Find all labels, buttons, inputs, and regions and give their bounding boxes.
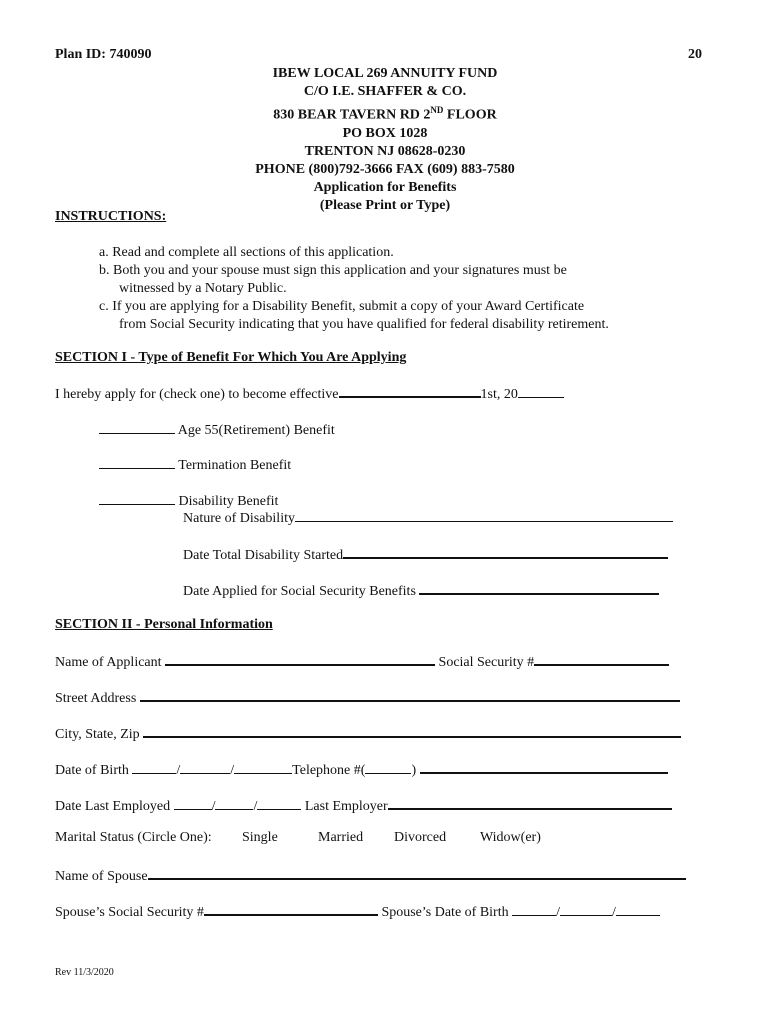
spouse-dob-month-field[interactable]	[512, 903, 556, 916]
phone-label: Telephone #(	[292, 763, 366, 778]
dob-slash-1: /	[176, 763, 181, 778]
instructions-heading: INSTRUCTIONS:	[55, 209, 167, 224]
city-label: City, State, Zip	[55, 727, 140, 742]
org-street-text: 830 BEAR TAVERN RD 2	[273, 107, 431, 123]
nature-label: Nature of Disability	[183, 511, 295, 526]
org-po-box: PO BOX 1028	[342, 125, 428, 141]
plan-id: Plan ID: 740090	[55, 47, 152, 62]
phone-close: )	[411, 763, 417, 778]
org-name: IBEW LOCAL 269 ANNUITY FUND	[272, 66, 498, 81]
form-subtitle: (Please Print or Type)	[319, 197, 451, 213]
last-employed-label: Date Last Employed	[55, 799, 171, 814]
marital-option-married[interactable]: Married	[318, 830, 364, 845]
le-slash-2: /	[253, 799, 258, 814]
section1-heading: SECTION I - Type of Benefit For Which You Are Applying	[55, 350, 407, 365]
date-applied-row	[183, 581, 659, 600]
spouse-dob-year-field[interactable]	[616, 903, 660, 916]
nature-field[interactable]	[295, 509, 673, 522]
org-care-of: C/O I.E. SHAFFER & CO.	[303, 84, 467, 99]
spouse-name-row	[55, 866, 686, 885]
sdob-slash-2: /	[611, 905, 616, 920]
dob-month-field[interactable]	[132, 761, 176, 774]
dob-label: Date of Birth	[55, 763, 129, 778]
sdob-slash-1: /	[556, 905, 560, 920]
dob-slash-2: /	[230, 763, 235, 778]
org-phone-fax: PHONE (800)792-3666 FAX (609) 883-7580	[255, 161, 515, 177]
effective-date-row	[55, 384, 564, 403]
phone-area-field[interactable]	[365, 761, 411, 774]
org-address-block	[0, 65, 770, 215]
age55-label: Age 55(Retirement) Benefit	[177, 423, 335, 438]
instruction-c: c. If you are applying for a Disability Benefit, submit a copy of your Award Certificate	[99, 299, 585, 314]
last-employed-day-field[interactable]	[215, 797, 253, 810]
date-started-row	[183, 545, 668, 564]
dob-day-field[interactable]	[180, 761, 230, 774]
street-label: Street Address	[55, 691, 137, 706]
option-disability	[99, 492, 278, 510]
section2-heading: SECTION II - Personal Information	[55, 617, 273, 632]
spouse-ssn-row	[55, 902, 660, 921]
dob-row	[55, 760, 668, 779]
city-row	[55, 724, 681, 743]
org-street-sup: ND	[430, 105, 444, 115]
revision-note: Rev 11/3/2020	[55, 967, 114, 978]
org-city: TRENTON NJ 08628-0230	[304, 143, 466, 159]
date-applied-field[interactable]	[419, 581, 659, 595]
org-street	[0, 101, 770, 125]
last-employed-year-field[interactable]	[257, 797, 301, 810]
last-employer-label: Last Employer	[304, 799, 388, 814]
marital-option-divorced[interactable]: Divorced	[394, 830, 447, 845]
instruction-a: a. Read and complete all sections of this application.	[99, 245, 394, 260]
age55-check-field[interactable]	[99, 421, 175, 434]
instruction-c-cont: from Social Security indicating that you have qualified for federal disability retirement.	[119, 317, 609, 332]
effective-month-field[interactable]	[339, 384, 481, 398]
date-started-label: Date Total Disability Started	[183, 548, 344, 563]
instruction-b: b. Both you and your spouse must sign this application and your signatures must be	[99, 263, 567, 278]
applicant-name-field[interactable]	[165, 652, 435, 666]
spouse-ssn-label: Spouse’s Social Security #	[55, 905, 204, 920]
effective-date-label: I hereby apply for (check one) to become effective	[55, 387, 339, 402]
date-applied-label: Date Applied for Social Security Benefits	[183, 584, 416, 599]
option-age55	[99, 421, 335, 439]
instruction-b-cont: witnessed by a Notary Public.	[119, 281, 287, 296]
spouse-name-label: Name of Spouse	[55, 869, 148, 884]
date-started-field[interactable]	[343, 545, 668, 559]
ssn-field[interactable]	[534, 652, 669, 666]
spouse-dob-label: Spouse’s Date of Birth	[381, 905, 509, 920]
le-slash-1: /	[211, 799, 216, 814]
page-number: 20	[688, 47, 702, 62]
dob-year-field[interactable]	[234, 761, 292, 774]
option-termination	[99, 456, 291, 474]
nature-row	[183, 509, 673, 527]
disability-label: Disability Benefit	[178, 494, 279, 509]
disability-check-field[interactable]	[99, 492, 175, 505]
applicant-name-label: Name of Applicant	[55, 655, 162, 670]
phone-number-field[interactable]	[420, 760, 668, 774]
ssn-label: Social Security #	[438, 655, 535, 670]
marital-option-single[interactable]: Single	[242, 830, 278, 845]
street-field[interactable]	[140, 688, 680, 702]
name-row	[55, 652, 669, 671]
marital-option-widow[interactable]: Widow(er)	[480, 830, 541, 845]
street-row	[55, 688, 680, 707]
last-employed-month-field[interactable]	[174, 797, 212, 810]
effective-date-mid: 1st, 20	[480, 387, 518, 402]
org-street-floor: FLOOR	[446, 107, 497, 123]
termination-check-field[interactable]	[99, 456, 175, 469]
effective-year-field[interactable]	[518, 385, 564, 398]
spouse-name-field[interactable]	[148, 866, 686, 880]
marital-label: Marital Status (Circle One):	[55, 830, 212, 845]
termination-label: Termination Benefit	[178, 458, 292, 473]
city-field[interactable]	[143, 724, 681, 738]
spouse-ssn-field[interactable]	[204, 902, 378, 916]
form-title: Application for Benefits	[313, 179, 457, 195]
last-employer-field[interactable]	[388, 796, 672, 810]
last-employed-row	[55, 796, 672, 815]
spouse-dob-day-field[interactable]	[560, 903, 612, 916]
